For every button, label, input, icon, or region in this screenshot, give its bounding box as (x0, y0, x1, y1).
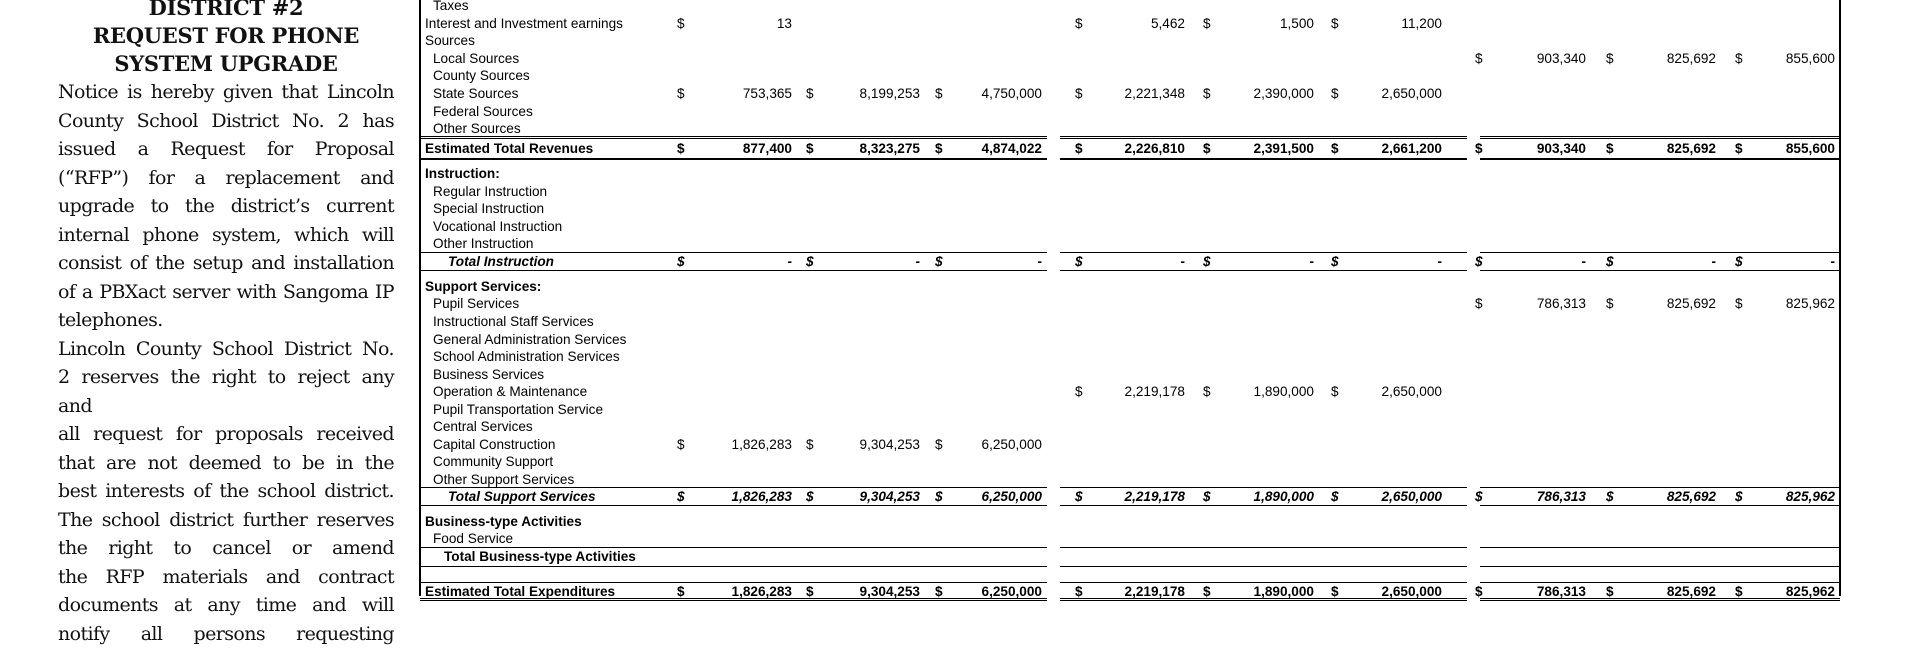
cell-value: 1,826,283 (732, 583, 792, 601)
currency-symbol: $ (935, 85, 947, 103)
row-label: Other Support Services (433, 471, 574, 489)
currency-symbol: $ (1075, 253, 1087, 271)
row-label: Instruction: (425, 165, 500, 183)
revenue-total-rule-top (1060, 136, 1467, 139)
currency-symbol: $ (1331, 85, 1343, 103)
budget-table (420, 0, 1840, 600)
notice-line: of a PBXact server with Sangoma IP (58, 278, 394, 307)
row-label: State Sources (433, 85, 518, 103)
notice-column (58, 0, 394, 648)
row-label: County Sources (433, 67, 530, 85)
table-row (420, 548, 1840, 566)
cell-value: 11,200 (1401, 15, 1442, 33)
table-row (420, 295, 1840, 313)
table-row (420, 200, 1840, 218)
currency-symbol: $ (1735, 140, 1747, 158)
currency-symbol: $ (1331, 253, 1343, 271)
cell-value: 4,750,000 (982, 85, 1042, 103)
row-label: Estimated Total Revenues (425, 140, 593, 158)
currency-symbol: $ (1203, 85, 1215, 103)
table-row (420, 0, 1840, 15)
table-row (420, 513, 1840, 531)
currency-symbol: $ (1606, 295, 1618, 313)
currency-symbol: $ (677, 253, 689, 271)
cell-value: 786,313 (1537, 488, 1586, 506)
cell-value: 1,890,000 (1254, 488, 1314, 506)
cell-value: 13 (777, 15, 792, 33)
cell-value: 2,650,000 (1382, 488, 1442, 506)
table-row (420, 566, 1840, 584)
cell-value: 8,199,253 (860, 85, 920, 103)
cell-value: 2,219,178 (1125, 488, 1185, 506)
cell-value: 825,692 (1667, 50, 1716, 68)
support-total-rule-top (1480, 487, 1840, 488)
currency-symbol: $ (677, 85, 689, 103)
notice-line: Notice is hereby given that Lincoln (58, 78, 394, 107)
table-row (420, 313, 1840, 331)
revenue-total-rule-bottom (1060, 158, 1467, 160)
currency-symbol: $ (1606, 583, 1618, 601)
cell-value: 4,874,022 (982, 140, 1042, 158)
notice-heading-line: SYSTEM UPGRADE (58, 50, 394, 78)
cell-value: 855,600 (1786, 140, 1835, 158)
expenditure-total-rule-top (420, 582, 1047, 583)
business-total-rule-bottom (1060, 566, 1467, 567)
currency-symbol: $ (935, 583, 947, 601)
row-label: Other Instruction (433, 235, 534, 253)
instruction-total-rule-top (420, 252, 1047, 253)
row-label: Federal Sources (433, 103, 533, 121)
table-row (420, 67, 1840, 85)
row-label: School Administration Services (433, 348, 620, 366)
table-row (420, 383, 1840, 401)
notice-line: all request for proposals received (58, 420, 394, 449)
cell-value: 1,826,283 (732, 488, 792, 506)
cell-value: 1,890,000 (1254, 383, 1314, 401)
cell-value: 2,650,000 (1382, 383, 1442, 401)
cell-value: 2,221,348 (1125, 85, 1185, 103)
notice-line: County School District No. 2 has (58, 107, 394, 136)
currency-symbol: $ (806, 488, 818, 506)
row-label: Community Support (433, 453, 553, 471)
notice-line: telephones. (58, 306, 394, 335)
cell-value: - (1711, 253, 1716, 271)
cell-value: 1,500 (1280, 15, 1314, 33)
cell-value: 825,692 (1667, 488, 1716, 506)
cell-value: 6,250,000 (982, 583, 1042, 601)
cell-value: - (915, 253, 920, 271)
cell-value: 786,313 (1537, 295, 1586, 313)
cell-value: 9,304,253 (860, 436, 920, 454)
currency-symbol: $ (1735, 488, 1747, 506)
row-label: Pupil Transportation Service (433, 401, 603, 419)
currency-symbol: $ (1606, 488, 1618, 506)
instruction-total-rule-top (1480, 252, 1840, 253)
business-total-rule-top (420, 547, 1047, 548)
instruction-total-rule-bottom (420, 270, 1047, 271)
row-label: Special Instruction (433, 200, 544, 218)
row-label: Pupil Services (433, 295, 519, 313)
business-total-rule-bottom (1480, 566, 1840, 567)
notice-line: 2 reserves the right to reject any and (58, 363, 394, 420)
currency-symbol: $ (935, 140, 947, 158)
currency-symbol: $ (806, 583, 818, 601)
currency-symbol: $ (677, 488, 689, 506)
notice-line: Lincoln County School District No. (58, 335, 394, 364)
row-label: Instructional Staff Services (433, 313, 594, 331)
table-row (420, 183, 1840, 201)
revenue-total-rule-top (1480, 136, 1840, 139)
cell-value: 2,391,500 (1254, 140, 1314, 158)
currency-symbol: $ (1331, 488, 1343, 506)
row-label: Regular Instruction (433, 183, 547, 201)
cell-value: 877,400 (743, 140, 792, 158)
currency-symbol: $ (806, 253, 818, 271)
currency-symbol: $ (1735, 583, 1747, 601)
cell-value: 1,826,283 (732, 436, 792, 454)
table-row (420, 165, 1840, 183)
cell-value: 2,219,178 (1125, 383, 1185, 401)
table-row (420, 50, 1840, 68)
notice-line: that are not deemed to be in the (58, 449, 394, 478)
cell-value: 753,365 (743, 85, 792, 103)
cell-value: 8,323,275 (860, 140, 920, 158)
cell-value: 825,692 (1667, 583, 1716, 601)
currency-symbol: $ (1475, 50, 1487, 68)
table-row (420, 120, 1840, 138)
currency-symbol: $ (935, 253, 947, 271)
notice-heading-line: DISTRICT #2 (58, 0, 394, 22)
instruction-total-rule-bottom (1480, 270, 1840, 271)
expenditure-total-rule-top (1480, 582, 1840, 583)
currency-symbol: $ (1606, 253, 1618, 271)
support-total-rule-top (1060, 487, 1467, 488)
currency-symbol: $ (1735, 295, 1747, 313)
cell-value: - (787, 253, 792, 271)
currency-symbol: $ (1475, 583, 1487, 601)
cell-value: 2,226,810 (1125, 140, 1185, 158)
table-row (420, 530, 1840, 548)
currency-symbol: $ (1606, 140, 1618, 158)
row-label: Interest and Investment earnings (425, 15, 623, 33)
currency-symbol: $ (1075, 140, 1087, 158)
currency-symbol: $ (1075, 85, 1087, 103)
cell-value: 825,692 (1667, 140, 1716, 158)
cell-value: 1,890,000 (1254, 583, 1314, 601)
currency-symbol: $ (1203, 488, 1215, 506)
notice-line: (“RFP”) for a replacement and (58, 164, 394, 193)
currency-symbol: $ (1331, 140, 1343, 158)
notice-line: notify all persons requesting (58, 620, 394, 648)
table-row (420, 103, 1840, 121)
currency-symbol: $ (1475, 488, 1487, 506)
cell-value: - (1830, 253, 1835, 271)
notice-line: documents at any time and will (58, 591, 394, 620)
currency-symbol: $ (935, 436, 947, 454)
notice-heading-line: REQUEST FOR PHONE (58, 22, 394, 50)
cell-value: - (1309, 253, 1314, 271)
currency-symbol: $ (1075, 383, 1087, 401)
currency-symbol: $ (1203, 383, 1215, 401)
revenue-total-rule-top (420, 136, 1047, 139)
notice-line: internal phone system, which will (58, 221, 394, 250)
row-label: General Administration Services (433, 331, 626, 349)
row-label: Sources (425, 32, 475, 50)
table-row (420, 278, 1840, 296)
notice-line: upgrade to the district’s current (58, 192, 394, 221)
cell-value: - (1037, 253, 1042, 271)
notice-line: consist of the setup and installation (58, 249, 394, 278)
cell-value: 903,340 (1537, 50, 1586, 68)
notice-line: best interests of the school district. (58, 477, 394, 506)
table-row (420, 488, 1840, 506)
currency-symbol: $ (1735, 50, 1747, 68)
business-total-rule-bottom (420, 566, 1047, 567)
business-total-rule-top (1480, 547, 1840, 548)
cell-value: 825,962 (1786, 583, 1835, 601)
cell-value: - (1180, 253, 1185, 271)
currency-symbol: $ (1475, 140, 1487, 158)
cell-value: 6,250,000 (982, 436, 1042, 454)
support-total-rule-bottom (1480, 505, 1840, 506)
row-label: Support Services: (425, 278, 541, 296)
currency-symbol: $ (1203, 253, 1215, 271)
table-row (420, 348, 1840, 366)
currency-symbol: $ (935, 488, 947, 506)
row-label: Local Sources (433, 50, 519, 68)
cell-value: - (1437, 253, 1442, 271)
row-label: Total Business-type Activities (444, 548, 636, 566)
table-row (420, 471, 1840, 489)
table-row (420, 218, 1840, 236)
table-row (420, 32, 1840, 50)
currency-symbol: $ (677, 15, 689, 33)
currency-symbol: $ (1475, 253, 1487, 271)
currency-symbol: $ (1735, 253, 1747, 271)
currency-symbol: $ (1203, 15, 1215, 33)
row-label: Operation & Maintenance (433, 383, 587, 401)
row-label: Business-type Activities (425, 513, 582, 531)
cell-value: 2,650,000 (1382, 583, 1442, 601)
cell-value: 2,219,178 (1125, 583, 1185, 601)
notice-line: the right to cancel or amend (58, 534, 394, 563)
currency-symbol: $ (1203, 140, 1215, 158)
row-label: Total Instruction (448, 253, 554, 271)
revenue-total-rule-bottom (420, 158, 1047, 160)
cell-value: 855,600 (1786, 50, 1835, 68)
instruction-total-rule-bottom (1060, 270, 1467, 271)
row-label: Business Services (433, 366, 544, 384)
table-row (420, 235, 1840, 253)
row-label: Capital Construction (433, 436, 555, 454)
notice-line: the RFP materials and contract (58, 563, 394, 592)
expenditure-total-rule-top (1060, 582, 1467, 583)
row-label: Central Services (433, 418, 533, 436)
currency-symbol: $ (1475, 295, 1487, 313)
support-total-rule-top (420, 487, 1047, 488)
notice-heading (58, 0, 394, 78)
currency-symbol: $ (677, 140, 689, 158)
revenue-total-rule-bottom (1480, 158, 1840, 160)
cell-value: 903,340 (1537, 140, 1586, 158)
table-row (420, 401, 1840, 419)
currency-symbol: $ (806, 140, 818, 158)
currency-symbol: $ (1606, 50, 1618, 68)
cell-value: 2,650,000 (1382, 85, 1442, 103)
table-row (420, 436, 1840, 454)
table-row (420, 15, 1840, 33)
table-row (420, 331, 1840, 349)
cell-value: 786,313 (1537, 583, 1586, 601)
table-row (420, 366, 1840, 384)
currency-symbol: $ (1203, 583, 1215, 601)
notice-line: issued a Request for Proposal (58, 135, 394, 164)
row-label: Total Support Services (448, 488, 596, 506)
currency-symbol: $ (1075, 488, 1087, 506)
table-row (420, 253, 1840, 271)
instruction-total-rule-top (1060, 252, 1467, 253)
table-row (420, 85, 1840, 103)
table-row (420, 140, 1840, 158)
cell-value: 9,304,253 (860, 488, 920, 506)
row-label: Estimated Total Expenditures (425, 583, 615, 601)
currency-symbol: $ (677, 436, 689, 454)
currency-symbol: $ (1075, 583, 1087, 601)
currency-symbol: $ (1331, 583, 1343, 601)
currency-symbol: $ (806, 85, 818, 103)
row-label: Vocational Instruction (433, 218, 562, 236)
cell-value: 6,250,000 (982, 488, 1042, 506)
business-total-rule-top (1060, 547, 1467, 548)
support-total-rule-bottom (420, 505, 1047, 506)
row-label: Other Sources (433, 120, 521, 138)
cell-value: - (1581, 253, 1586, 271)
table-row (420, 453, 1840, 471)
cell-value: 9,304,253 (860, 583, 920, 601)
currency-symbol: $ (1075, 15, 1087, 33)
cell-value: 825,962 (1786, 295, 1835, 313)
support-total-rule-bottom (1060, 505, 1467, 506)
notice-body (58, 78, 394, 648)
table-row (420, 418, 1840, 436)
cell-value: 2,661,200 (1382, 140, 1442, 158)
cell-value: 825,962 (1786, 488, 1835, 506)
currency-symbol: $ (806, 436, 818, 454)
cell-value: 2,390,000 (1254, 85, 1314, 103)
cell-value: 5,462 (1151, 15, 1185, 33)
currency-symbol: $ (1331, 383, 1343, 401)
row-label: Taxes (433, 0, 469, 15)
cell-value: 825,692 (1667, 295, 1716, 313)
row-label: Food Service (433, 530, 513, 548)
currency-symbol: $ (1331, 15, 1343, 33)
currency-symbol: $ (677, 583, 689, 601)
notice-line: The school district further reserves (58, 506, 394, 535)
